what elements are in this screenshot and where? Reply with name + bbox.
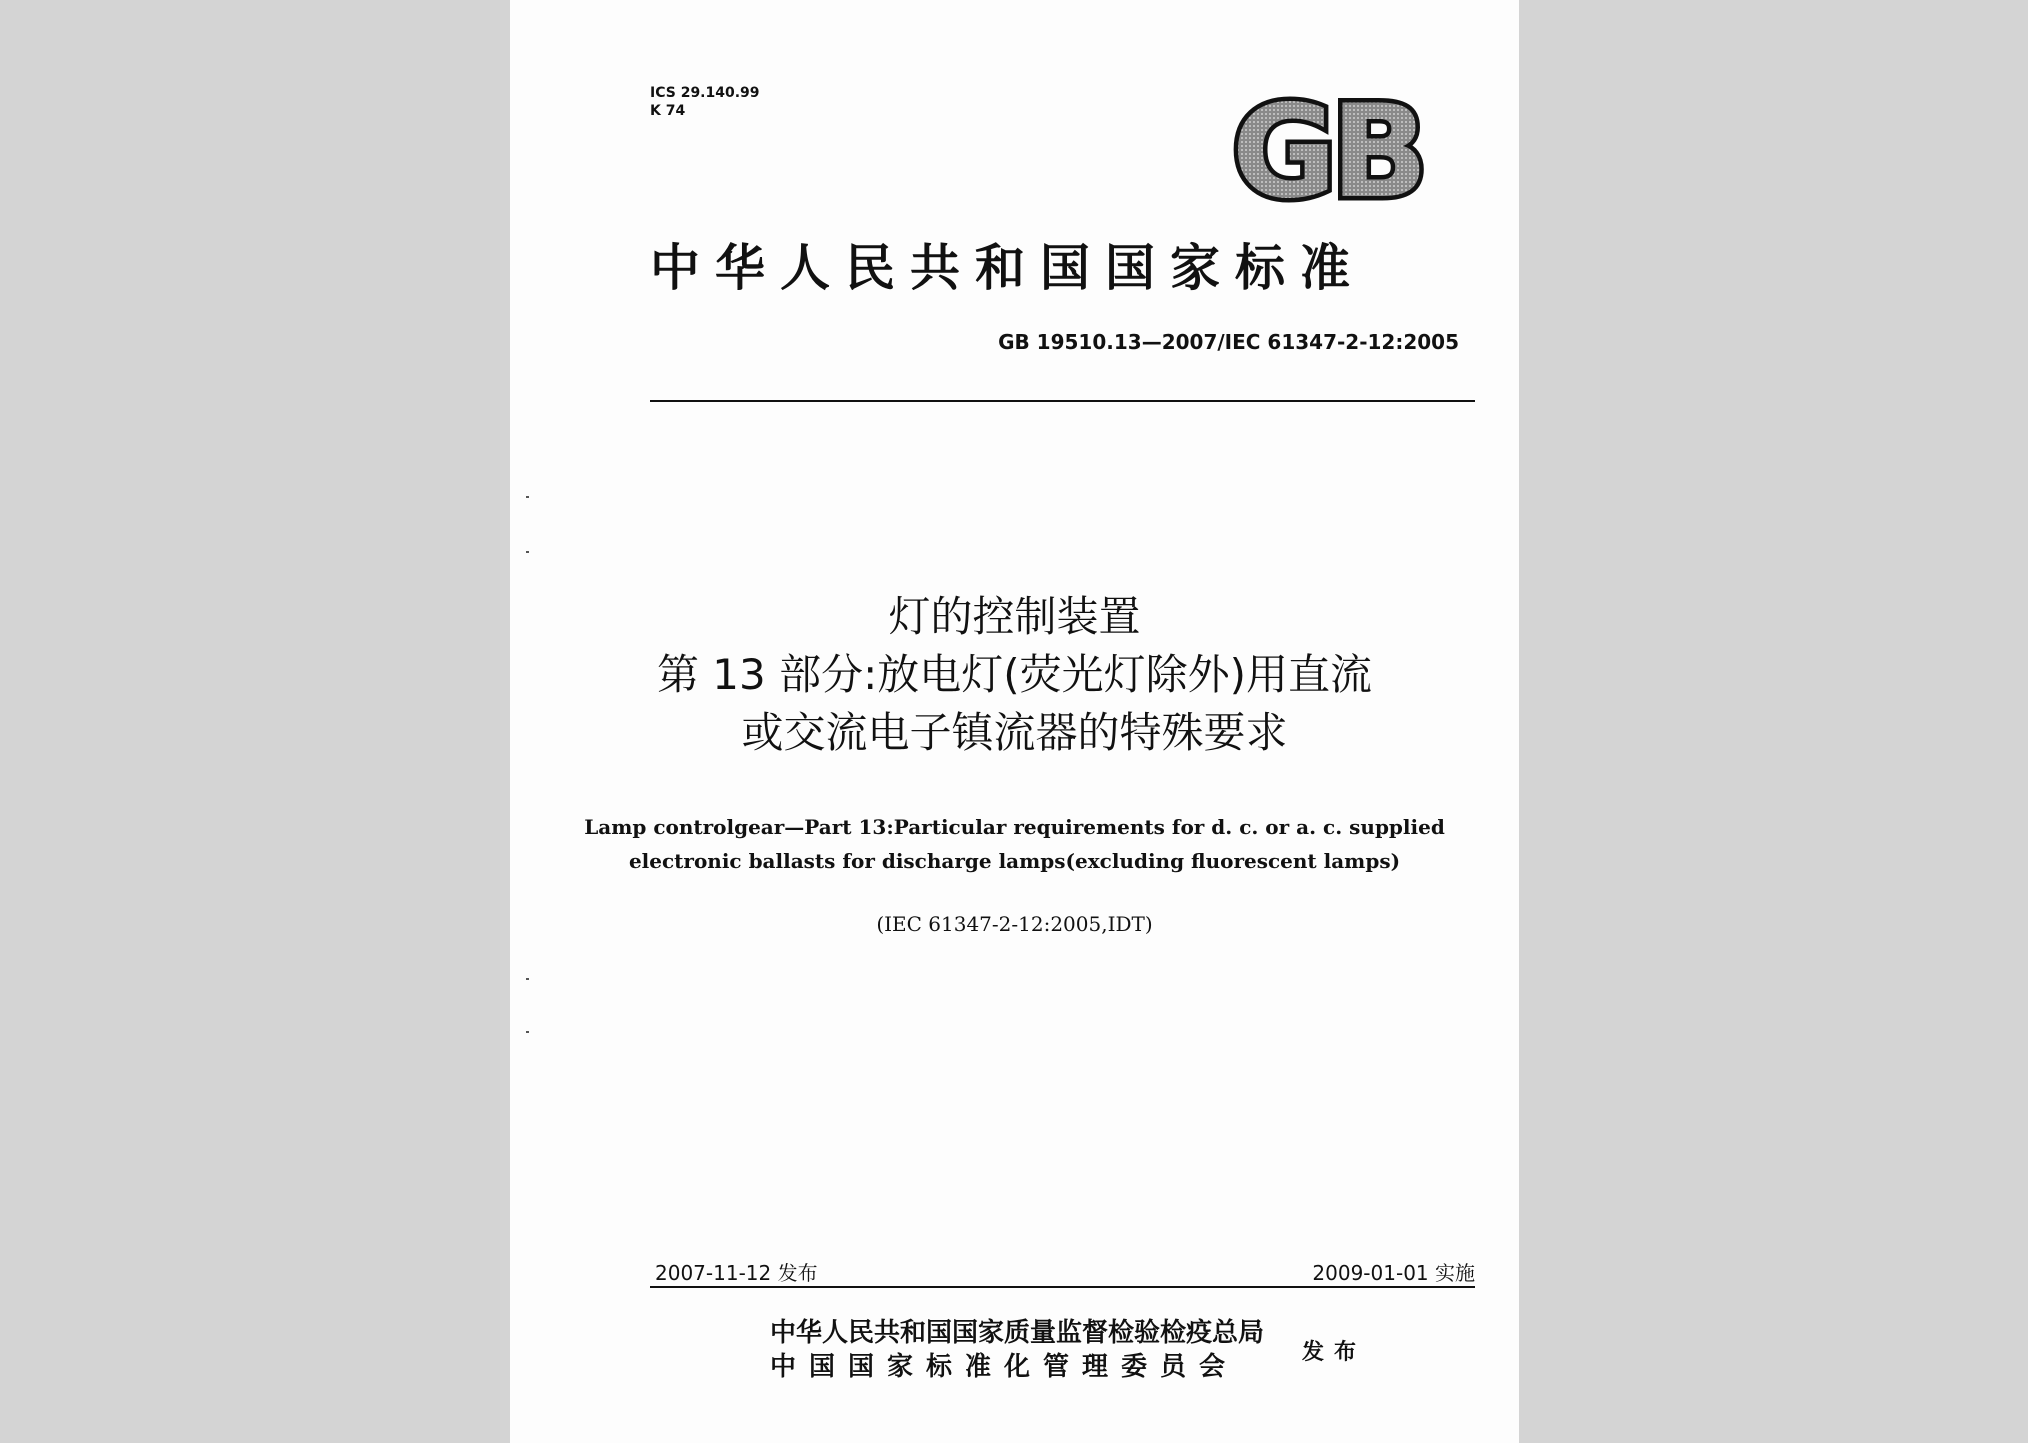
scan-mark [526,978,529,980]
ics-code: ICS 29.140.99 [650,85,760,101]
title-cn-line-1: 灯的控制装置 [888,592,1141,641]
scan-mark [526,551,529,553]
document-title-en [510,810,1519,878]
publisher-sac: 中国国家标准化管理委员会 [770,1352,1239,1382]
title-cn-line-3: 或交流电子镇流器的特殊要求 [741,708,1288,757]
header-divider [650,400,1475,402]
document-page [510,0,1519,1443]
footer-divider [650,1286,1475,1288]
national-standard-title: 中华人民共和国国家标准 [650,239,1365,297]
equivalence-note: (IEC 61347-2-12:2005,IDT) [876,912,1153,936]
classification-codes [650,84,760,120]
implementation-date: 2009-01-01 实施 [1312,1261,1475,1285]
standard-number: GB 19510.13—2007/IEC 61347-2-12:2005 [998,330,1459,354]
title-cn-line-2: 第 13 部分:放电灯(荧光灯除外)用直流 [656,650,1373,699]
svg-text:GB: GB [1231,96,1423,206]
scan-mark [526,496,529,498]
title-en-line-1: Lamp controlgear—Part 13:Particular requirements for d. c. or a. c. supplied [584,815,1445,839]
gb-logo [1220,96,1435,206]
scan-mark [526,1031,529,1033]
document-title-cn [510,588,1519,762]
ccs-code: K 74 [650,103,686,119]
publish-label: 发布 [1302,1340,1367,1365]
publisher-aqsiq: 中华人民共和国国家质量监督检验检疫总局 [770,1318,1265,1348]
publishers [770,1316,1264,1384]
title-en-line-2: electronic ballasts for discharge lamps(excluding fluorescent lamps) [628,849,1401,873]
issue-date: 2007-11-12 发布 [655,1261,818,1285]
